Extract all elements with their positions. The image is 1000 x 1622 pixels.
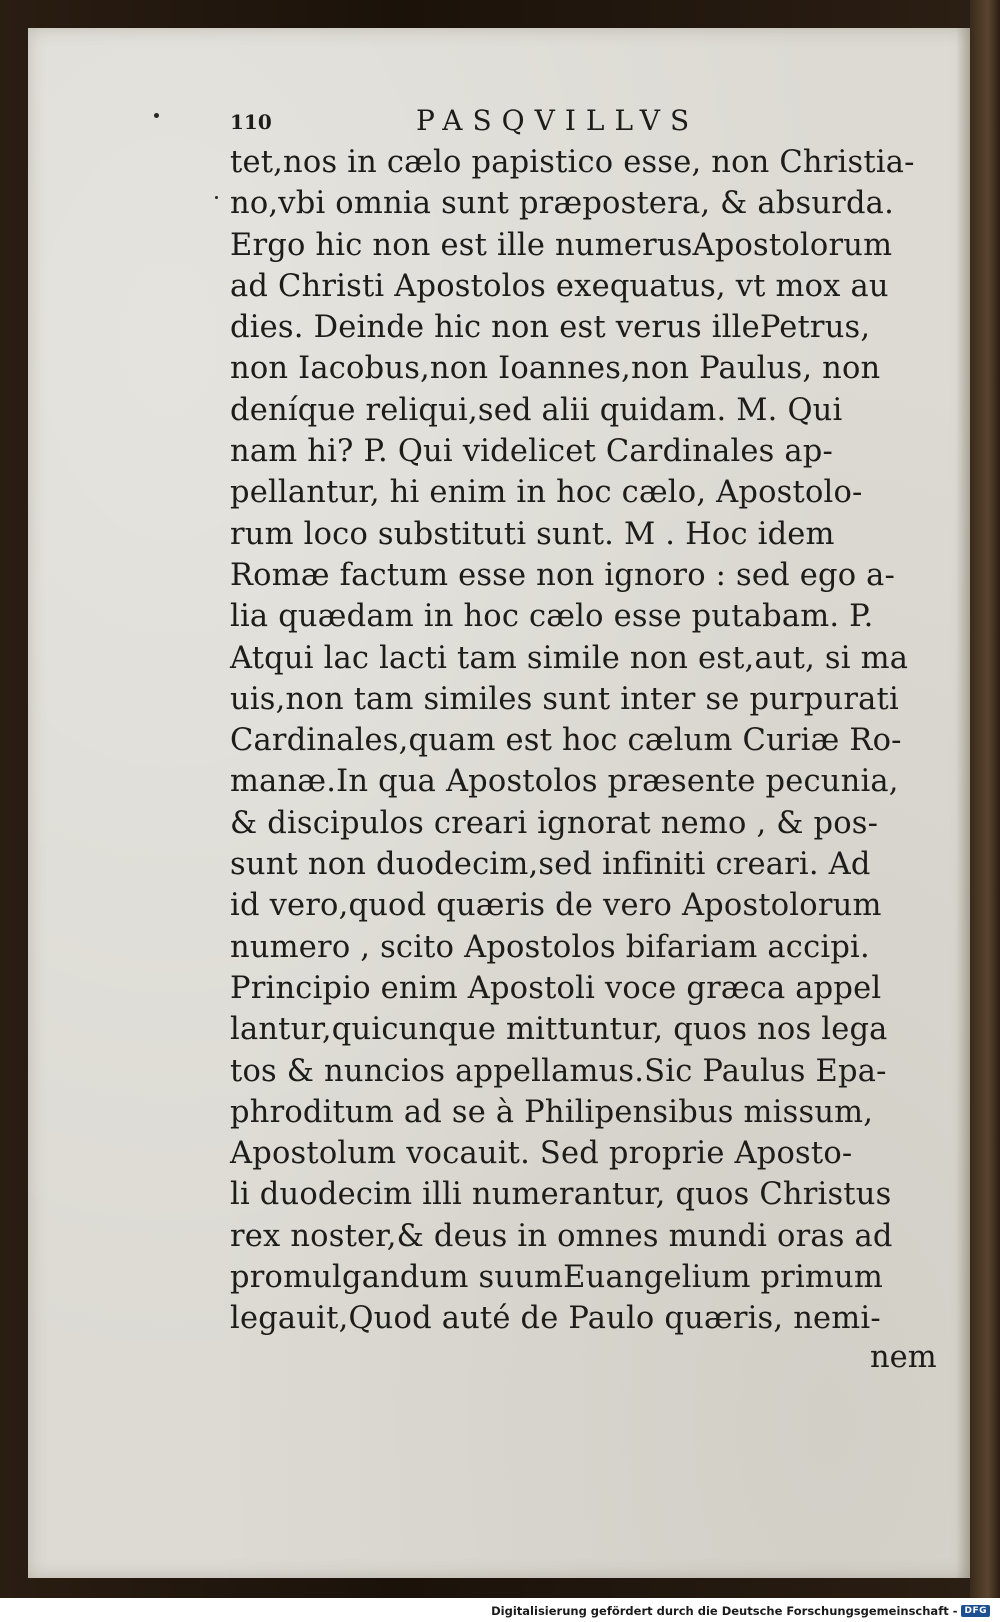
page-edge-shadow bbox=[956, 28, 970, 1578]
text-line: Apostolum vocauit. Sed proprie Aposto- bbox=[230, 1136, 853, 1172]
text-line: numero , scito Apostolos bifariam accipi. bbox=[230, 929, 870, 965]
text-line: nam hi? P. Qui videlicet Cardinales ap- bbox=[230, 434, 834, 470]
body-text bbox=[230, 142, 930, 1340]
ink-speck bbox=[215, 196, 218, 199]
text-line: Principio enim Apostoli voce græca appel bbox=[230, 970, 882, 1006]
footer-credit: Digitalisierung gefördert durch die Deutsche Forschungsgemeinschaft - bbox=[491, 1604, 958, 1618]
text-line: manæ.In qua Apostolos præsente pecunia, bbox=[230, 764, 899, 800]
text-line: Atqui lac lacti tam simile non est,aut, si ma bbox=[230, 640, 909, 676]
text-line: tos & nuncios appellamus.Sic Paulus Epa- bbox=[230, 1053, 887, 1089]
text-line: promulgandum suumEuangelium primum bbox=[230, 1260, 884, 1296]
text-line: sunt non duodecim,sed infiniti creari. Ad bbox=[230, 847, 871, 883]
text-line: non Iacobus,non Ioannes,non Paulus, non bbox=[230, 351, 881, 387]
text-line: tet,nos in cælo papistico esse, non Christia- bbox=[230, 145, 915, 180]
page-header bbox=[230, 104, 850, 144]
text-line: Cardinales,quam est hoc cælum Curiæ Ro- bbox=[230, 723, 902, 759]
text-line: no,vbi omnia sunt præpostera, & absurda. bbox=[230, 186, 894, 222]
text-line: pellantur, hi enim in hoc cælo, Apostolo- bbox=[230, 475, 863, 511]
text-line: deníque reliqui,sed alii quidam. M. Qui bbox=[230, 392, 843, 428]
dfg-logo: DFG bbox=[961, 1605, 990, 1617]
text-line: Romæ factum esse non ignoro : sed ego a- bbox=[230, 557, 896, 593]
text-line: id vero,quod quæris de vero Apostolorum bbox=[230, 888, 882, 924]
text-line: ad Christi Apostolos exequatus, vt mox au bbox=[230, 268, 889, 304]
text-line: rex noster,& deus in omnes mundi oras ad bbox=[230, 1218, 893, 1254]
ink-speck bbox=[154, 113, 159, 118]
text-line: li duodecim illi numerantur, quos Christus bbox=[230, 1177, 892, 1213]
text-line: & discipulos creari ignorat nemo , & pos- bbox=[230, 805, 879, 841]
text-line: legauit,Quod auté de Paulo quæris, nemi- bbox=[230, 1301, 881, 1337]
text-line: Ergo hic non est ille numerusApostolorum bbox=[230, 227, 893, 263]
text-line: rum loco substituti sunt. M . Hoc idem bbox=[230, 516, 835, 552]
book-cover-edge bbox=[970, 0, 1000, 1598]
page-number: 110 bbox=[230, 110, 272, 134]
text-line: phroditum ad se à Philipensibus missum, bbox=[230, 1094, 874, 1130]
running-title: PASQVILLVS bbox=[416, 104, 700, 137]
text-line: dies. Deinde hic non est verus illePetrus, bbox=[230, 310, 871, 346]
catchword: nem bbox=[870, 1340, 937, 1375]
text-line: lantur,quicunque mittuntur, quos nos lega bbox=[230, 1012, 888, 1048]
text-line: uis,non tam similes sunt inter se purpurati bbox=[230, 681, 899, 717]
text-line: lia quædam in hoc cælo esse putabam. P. bbox=[230, 599, 874, 635]
digitization-footer bbox=[491, 1602, 990, 1620]
